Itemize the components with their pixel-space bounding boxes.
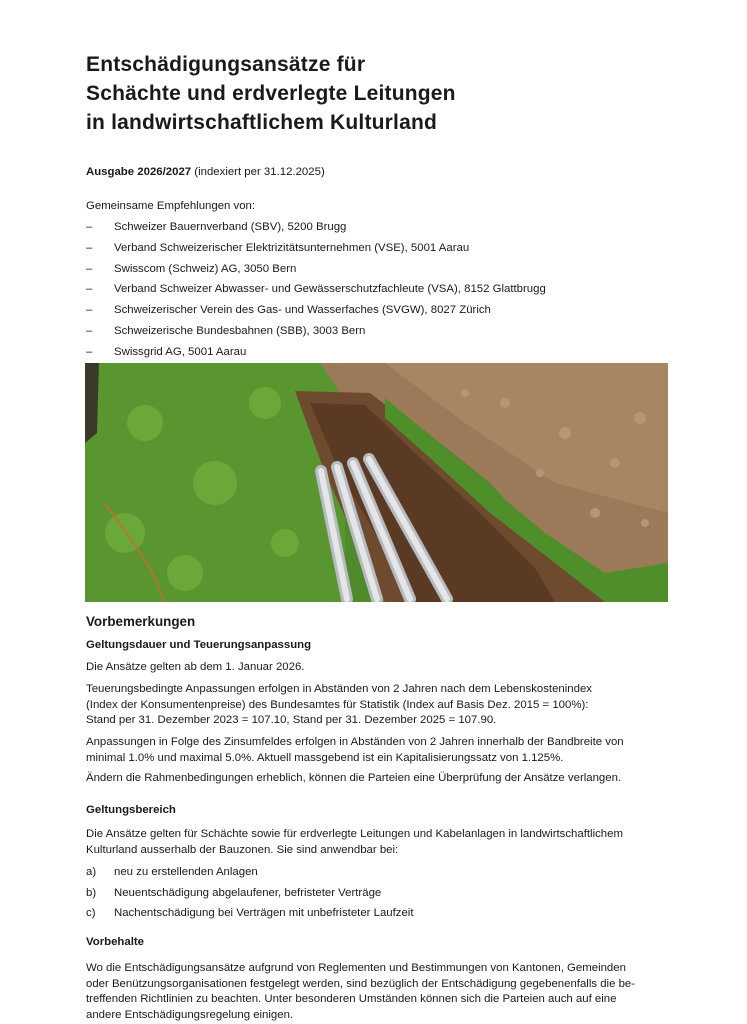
list-text: Neuentschädigung abgelaufener, befristeter Verträge: [114, 886, 382, 899]
list-text: Nachentschädigung bei Verträgen mit unbefristeter Laufzeit: [114, 907, 414, 919]
title-line-3: in landwirtschaftlichem Kulturland: [86, 111, 438, 134]
organization-name: Schweizer Bauernverband (SBV), 5200 Brugg: [114, 221, 347, 233]
list-item: [86, 279, 546, 300]
edition-note: (indexiert per 31.12.2025): [191, 166, 325, 178]
list-item: [86, 300, 546, 321]
recommendations-intro: Gemeinsame Empfehlungen von:: [86, 200, 256, 212]
text-line: (Index der Konsumentenpreise) des Bundesamtes für Statistik (Index auf Basis Dez. 2015 = 100%):: [86, 698, 589, 711]
list-dash: –: [86, 283, 93, 296]
list-dash: –: [86, 262, 93, 275]
title-line-1: Entschädigungsansätze für: [86, 53, 366, 76]
paragraph-rahmenbedingungen: Ändern die Rahmenbedingungen erheblich, können die Parteien eine Überprüfung der Ansätze verlangen.: [86, 772, 622, 784]
list-item: [86, 238, 546, 259]
text-line: Wo die Entschädigungsansätze aufgrund von Reglementen und Bestimmungen von Kantonen, Gemeinden: [86, 962, 626, 974]
list-item: [86, 862, 414, 883]
text-line: oder Benützungsorganisationen festgelegt werden, sind bezüglich der Entschädigung gegebenenfalls die be-: [86, 977, 636, 990]
list-item: [86, 321, 546, 342]
list-item: [86, 883, 414, 904]
document-title: [86, 50, 456, 137]
paragraph-vorbehalte: [86, 961, 676, 1023]
organization-name: Verband Schweizer Abwasser- und Gewässerschutzfachleute (VSA), 8152 Glattbrugg: [114, 283, 546, 296]
applicability-list: [86, 862, 414, 924]
title-line-2: Schächte und erdverlegte Leitungen: [86, 82, 456, 105]
list-label: a): [86, 866, 97, 878]
text-line: Stand per 31. Dezember 2023 = 107.10, Stand per 31. Dezember 2025 = 107.90.: [86, 714, 497, 726]
paragraph-geltungsbereich: [86, 827, 676, 858]
paragraph-zinsumfeld: [86, 735, 676, 766]
text-line: Anpassungen in Folge des Zinsumfeldes erfolgen in Abständen von 2 Jahren innerhalb der Bandbreite von: [86, 736, 624, 748]
text-line: andere Entschädigungsregelung einigen.: [86, 1008, 294, 1021]
list-dash: –: [86, 304, 93, 317]
organization-name: Swisscom (Schweiz) AG, 3050 Bern: [114, 262, 297, 275]
edition-label: Ausgabe 2026/2027: [86, 166, 192, 178]
paragraph-gueltig-ab: Die Ansätze gelten ab dem 1. Januar 2026.: [86, 661, 305, 673]
list-label: c): [86, 907, 96, 919]
organization-list: [86, 217, 546, 363]
list-dash: –: [86, 221, 93, 233]
text-line: Teuerungsbedingte Anpassungen erfolgen in Abständen von 2 Jahren nach dem Lebenskostenindex: [86, 683, 592, 695]
organization-name: Schweizerische Bundesbahnen (SBB), 3003 Bern: [114, 324, 366, 337]
list-item: [86, 217, 546, 238]
text-line: minimal 1.0% und maximal 5.0%. Aktuell massgebend ist ein Kapitalisierungssatz von 1.125%.: [86, 751, 564, 764]
list-text: neu zu erstellenden Anlagen: [114, 866, 258, 878]
subheading-vorbehalte: Vorbehalte: [86, 936, 145, 948]
list-label: b): [86, 886, 97, 899]
list-item: [86, 903, 414, 924]
list-item: [86, 342, 546, 363]
subheading-geltungsbereich: Geltungsbereich: [86, 804, 176, 816]
text-line: Die Ansätze gelten für Schächte sowie für erdverlegte Leitungen und Kabelanlagen in landwirtschaftlichem: [86, 828, 623, 840]
edition-line: [86, 166, 325, 178]
list-dash: –: [86, 345, 93, 358]
organization-name: Verband Schweizerischer Elektrizitätsunternehmen (VSE), 5001 Aarau: [114, 241, 470, 254]
subheading-geltungsdauer: Geltungsdauer und Teuerungsanpassung: [86, 639, 312, 651]
trench-pipes-photo: [85, 363, 668, 602]
list-dash: –: [86, 241, 93, 254]
paragraph-teuerung: [86, 682, 676, 729]
section-heading-vorbemerkungen: Vorbemerkungen: [86, 614, 196, 629]
list-dash: –: [86, 324, 93, 337]
organization-name: Swissgrid AG, 5001 Aarau: [114, 345, 247, 358]
text-line: treffenden Richtlinien zu beachten. Unter besonderen Umständen können sich die Parteien auch auf eine: [86, 993, 617, 1005]
organization-name: Schweizerischer Verein des Gas- und Wasserfaches (SVGW), 8027 Zürich: [114, 304, 491, 317]
list-item: [86, 259, 546, 280]
text-line: Kulturland ausserhalb der Bauzonen. Sie sind anwendbar bei:: [86, 843, 399, 856]
